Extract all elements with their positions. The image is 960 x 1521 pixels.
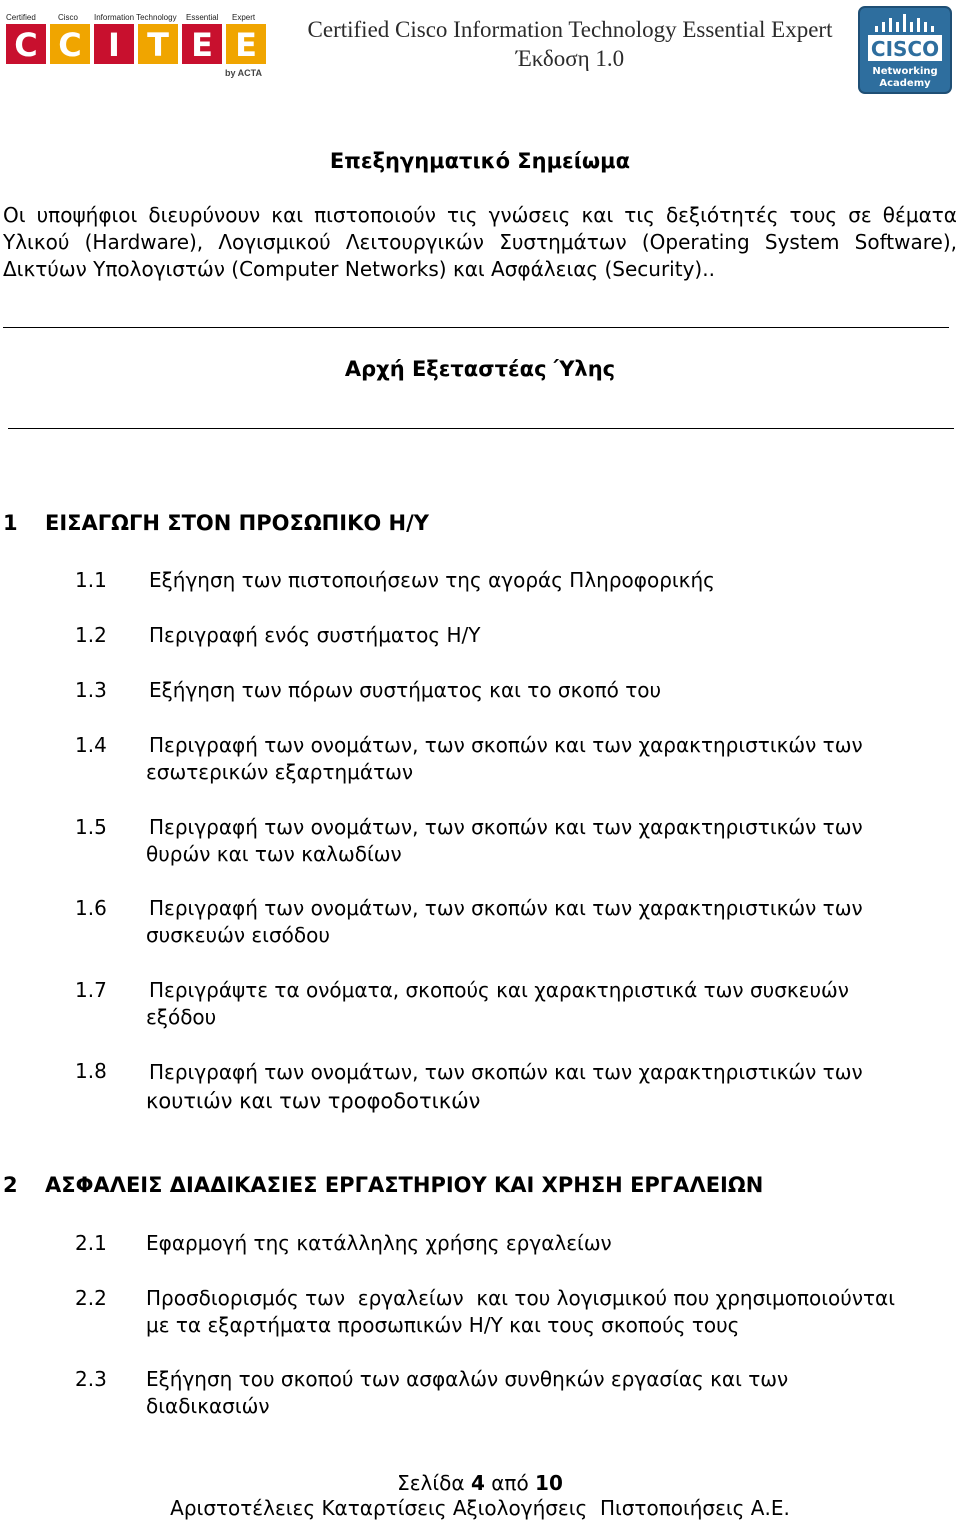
cciteee-logo (4, 10, 268, 80)
syllabus-heading: Αρχή Εξεταστέας Ύλης (344, 357, 616, 381)
logo-letter: T (147, 26, 169, 64)
footer-company: Αριστοτέλειες Καταρτίσεις Αξιολογήσεις Πιστοποιήσεις Α.Ε. (170, 1496, 790, 1520)
logo-letter: E (235, 26, 257, 64)
syllabus-item-2-1 (0, 1230, 960, 1257)
item-number: 1.8 (75, 1059, 107, 1083)
syllabus-item-1-2 (0, 622, 960, 649)
item-text-line1: Περιγραφή των ονομάτων, των σκοπών και των χαρακτηριστικών των (149, 1060, 863, 1084)
item-text-line2: θυρών και των καλωδίων (146, 842, 402, 866)
item-number: 2.1 (75, 1231, 107, 1255)
item-number: 2.2 (75, 1286, 107, 1310)
logo-letter: I (108, 26, 120, 64)
syllabus-item-1-3 (0, 677, 960, 704)
item-number: 1.7 (75, 978, 107, 1002)
item-number: 1.3 (75, 678, 107, 702)
explanatory-text: Οι υποψήφιοι διευρύνουν και πιστοποιούν τις γνώσεις και τις δεξιότητές τους σε θέματα Υλικού (Hardware), Λογισμικού Λειτουργικών Συστημάτων (Operating System Software), Δικτύων Υπολογιστών (Computer Networks) και Ασφάλειας (Security).. (3, 203, 957, 281)
item-number: 1.5 (75, 815, 107, 839)
section-title: ΕΙΣΑΓΩΓΗ ΣΤΟΝ ΠΡΟΣΩΠΙΚΟ Η/Υ (45, 511, 429, 535)
page-of: από (491, 1471, 529, 1495)
item-number: 1.6 (75, 896, 107, 920)
syllabus-item-1-4 (0, 732, 960, 786)
item-text-line1: Εξήγηση του σκοπού των ασφαλών συνθηκών εργασίας και των (146, 1367, 789, 1391)
divider-top (3, 327, 949, 328)
section-number: 1 (3, 511, 18, 535)
item-text-line1: Περιγράψτε τα ονόματα, σκοπούς και χαρακτηριστικά των συσκευών (149, 978, 849, 1002)
logo-caption-certified: Certified (6, 13, 36, 22)
syllabus-item-1-6 (0, 895, 960, 949)
item-text-line2: με τα εξαρτήματα προσωπικών Η/Υ και τους σκοπούς τους (146, 1313, 740, 1337)
logo-letter-tiles (6, 24, 266, 64)
item-text-line2: κουτιών και των τροφοδοτικών (146, 1089, 481, 1113)
item-number: 1.1 (75, 568, 107, 592)
item-text: Εξήγηση των πιστοποιήσεων της αγοράς Πληροφορικής (149, 568, 715, 592)
syllabus-item-2-3 (0, 1366, 960, 1420)
page-number (0, 1470, 960, 1496)
logo-caption-essential: Essential (186, 13, 219, 22)
divider-bottom (8, 428, 954, 429)
item-text-line2: εξόδου (146, 1005, 217, 1029)
logo-letter: E (191, 26, 213, 64)
logo-brand-text: CISCO (870, 37, 940, 61)
header-edition: Έκδοση 1.0 (515, 46, 625, 71)
item-text: Εξήγηση των πόρων συστήματος και το σκοπό του (149, 678, 662, 702)
item-text-line2: συσκευών εισόδου (146, 923, 330, 947)
logo-caption-cisco: Cisco (58, 13, 79, 22)
logo-academy-line2: Academy (879, 78, 931, 89)
item-number: 2.3 (75, 1367, 107, 1391)
item-text-line1: Περιγραφή των ονομάτων, των σκοπών και των χαρακτηριστικών των (149, 896, 863, 920)
page-current: 4 (470, 1471, 485, 1495)
syllabus-item-1-1 (0, 567, 960, 594)
syllabus-item-1-7 (0, 977, 960, 1031)
item-text: Περιγραφή ενός συστήματος Η/Υ (149, 623, 481, 647)
logo-letter: C (14, 26, 38, 64)
logo-caption-it: Information Technology (94, 13, 177, 22)
item-text-line1: Προσδιορισμός των εργαλείων και του λογισμικού που χρησιμοποιούνται (146, 1286, 895, 1310)
item-text-line1: Περιγραφή των ονομάτων, των σκοπών και των χαρακτηριστικών των (149, 733, 863, 757)
page-word: Σελίδα (397, 1471, 465, 1495)
logo-caption-expert: Expert (232, 13, 256, 22)
logo-letter: C (58, 26, 82, 64)
item-number: 1.4 (75, 733, 107, 757)
item-text-line2: διαδικασιών (146, 1394, 270, 1418)
section-number: 2 (3, 1173, 18, 1197)
logo-academy-line1: Networking (872, 66, 938, 77)
item-number: 1.2 (75, 623, 107, 647)
syllabus-item-2-2 (0, 1285, 960, 1339)
item-text: Εφαρμογή της κατάλληλης χρήσης εργαλείων (146, 1231, 612, 1255)
logo-byline: by ACTA (225, 68, 262, 78)
header-title: Certified Cisco Information Technology Essential Expert (307, 17, 833, 42)
section-title: ΑΣΦΑΛΕΙΣ ΔΙΑΔΙΚΑΣΙΕΣ ΕΡΓΑΣΤΗΡΙΟΥ ΚΑΙ ΧΡΗΣΗ ΕΡΓΑΛΕΙΩΝ (45, 1173, 764, 1197)
cisco-networking-academy-logo (858, 6, 952, 94)
item-text-line2: εσωτερικών εξαρτημάτων (146, 760, 414, 784)
syllabus-item-1-8 (0, 1058, 960, 1116)
explanatory-heading: Επεξηγηματικό Σημείωμα (329, 149, 631, 173)
item-text-line1: Περιγραφή των ονομάτων, των σκοπών και των χαρακτηριστικών των (149, 815, 863, 839)
page-total: 10 (535, 1471, 563, 1495)
syllabus-item-1-5 (0, 814, 960, 868)
